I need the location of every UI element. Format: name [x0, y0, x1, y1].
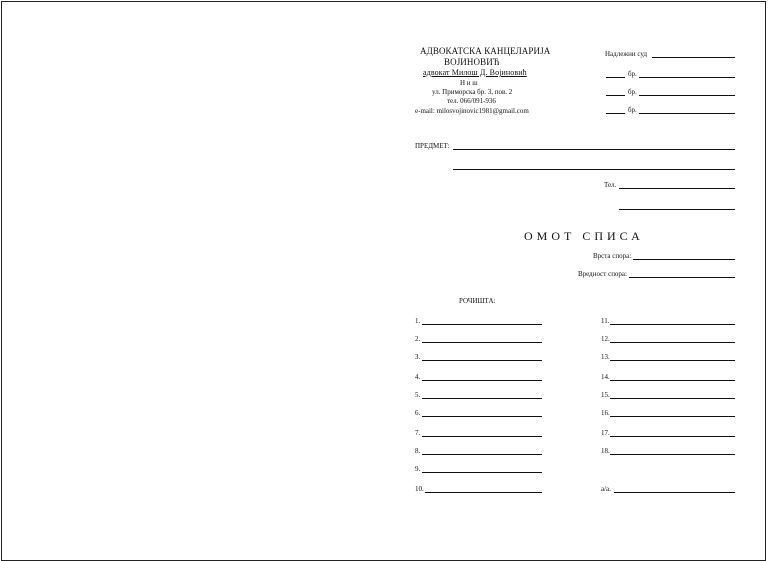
dispute-value-label: Вредност спора:: [578, 270, 627, 278]
hearing-number: 10.: [415, 485, 424, 493]
dispute-type-line[interactable]: [633, 259, 735, 260]
hearing-line[interactable]: [610, 324, 735, 325]
hearing-line[interactable]: [610, 380, 735, 381]
subject-line-1[interactable]: [453, 149, 735, 150]
dispute-value-line[interactable]: [629, 277, 735, 278]
hearing-line[interactable]: [425, 492, 542, 493]
hearing-number: 8.: [415, 447, 421, 455]
hearing-line[interactable]: [422, 436, 542, 437]
case-no-line-2[interactable]: [639, 95, 735, 96]
case-no-label-1: бр.: [628, 70, 637, 78]
office-email: e-mail: milosvojinovic1981@gmail.com: [415, 107, 529, 115]
hearing-number: 18.: [601, 447, 610, 455]
phone-label: Тел.: [604, 181, 617, 189]
hearing-line[interactable]: [422, 454, 542, 455]
document-page: [1, 1, 766, 561]
hearing-number: 1.: [415, 317, 421, 325]
hearing-number: 4.: [415, 373, 421, 381]
hearing-line[interactable]: [422, 398, 542, 399]
hearing-line[interactable]: [422, 360, 542, 361]
dispute-type-label: Врста спора:: [593, 252, 632, 260]
hearing-line[interactable]: [422, 342, 542, 343]
hearings-heading: РОЧИШТА:: [459, 297, 496, 305]
case-no-line-1[interactable]: [639, 77, 735, 78]
hearing-number: 11.: [601, 317, 610, 325]
case-no-label-3: бр.: [628, 106, 637, 114]
court-field-line[interactable]: [652, 57, 735, 58]
archive-line[interactable]: [614, 492, 735, 493]
phone-line-2[interactable]: [619, 209, 735, 210]
hearing-number: 7.: [415, 429, 421, 437]
office-name-line1: АДВОКАТСКА КАНЦЕЛАРИЈА: [420, 46, 551, 56]
hearing-line[interactable]: [610, 416, 735, 417]
hearing-line[interactable]: [610, 342, 735, 343]
hearing-number: 6.: [415, 409, 421, 417]
archive-label: а/а.: [601, 485, 611, 493]
hearing-number: 5.: [415, 391, 421, 399]
hearing-number: 15.: [601, 391, 610, 399]
hearing-number: 13.: [601, 353, 610, 361]
court-label: Надлежни суд: [605, 50, 648, 58]
hearing-line[interactable]: [610, 398, 735, 399]
hearing-line[interactable]: [422, 472, 542, 473]
hearing-number: 9.: [415, 465, 421, 473]
hearing-line[interactable]: [610, 360, 735, 361]
subject-label: ПРЕДМЕТ:: [415, 142, 450, 150]
case-no-line-3[interactable]: [639, 113, 735, 114]
hearing-number: 14.: [601, 373, 610, 381]
hearing-number: 3.: [415, 353, 421, 361]
document-title: ОМОТ СПИСА: [524, 229, 644, 243]
hearing-number: 17.: [601, 429, 610, 437]
hearing-line[interactable]: [422, 380, 542, 381]
hearing-number: 16.: [601, 409, 610, 417]
phone-line-1[interactable]: [619, 188, 735, 189]
hearing-line[interactable]: [422, 324, 542, 325]
hearing-line[interactable]: [610, 436, 735, 437]
case-prefix-line-1[interactable]: [606, 77, 625, 78]
subject-line-2[interactable]: [453, 169, 735, 170]
hearing-number: 12.: [601, 335, 610, 343]
hearing-line[interactable]: [422, 416, 542, 417]
hearing-line[interactable]: [610, 454, 735, 455]
hearing-number: 2.: [415, 335, 421, 343]
office-city: Н и ш: [460, 79, 478, 87]
case-no-label-2: бр.: [628, 88, 637, 96]
lawyer-name: адвокат Милош Д. Војиновић: [423, 68, 527, 77]
office-name-line2: ВОЈИНОВИЋ: [444, 57, 500, 67]
case-prefix-line-3[interactable]: [606, 113, 625, 114]
office-address: ул. Приморска бр. 3, пов. 2: [432, 88, 513, 96]
office-phone: тел. 066/091-936: [447, 97, 496, 105]
case-prefix-line-2[interactable]: [606, 95, 625, 96]
